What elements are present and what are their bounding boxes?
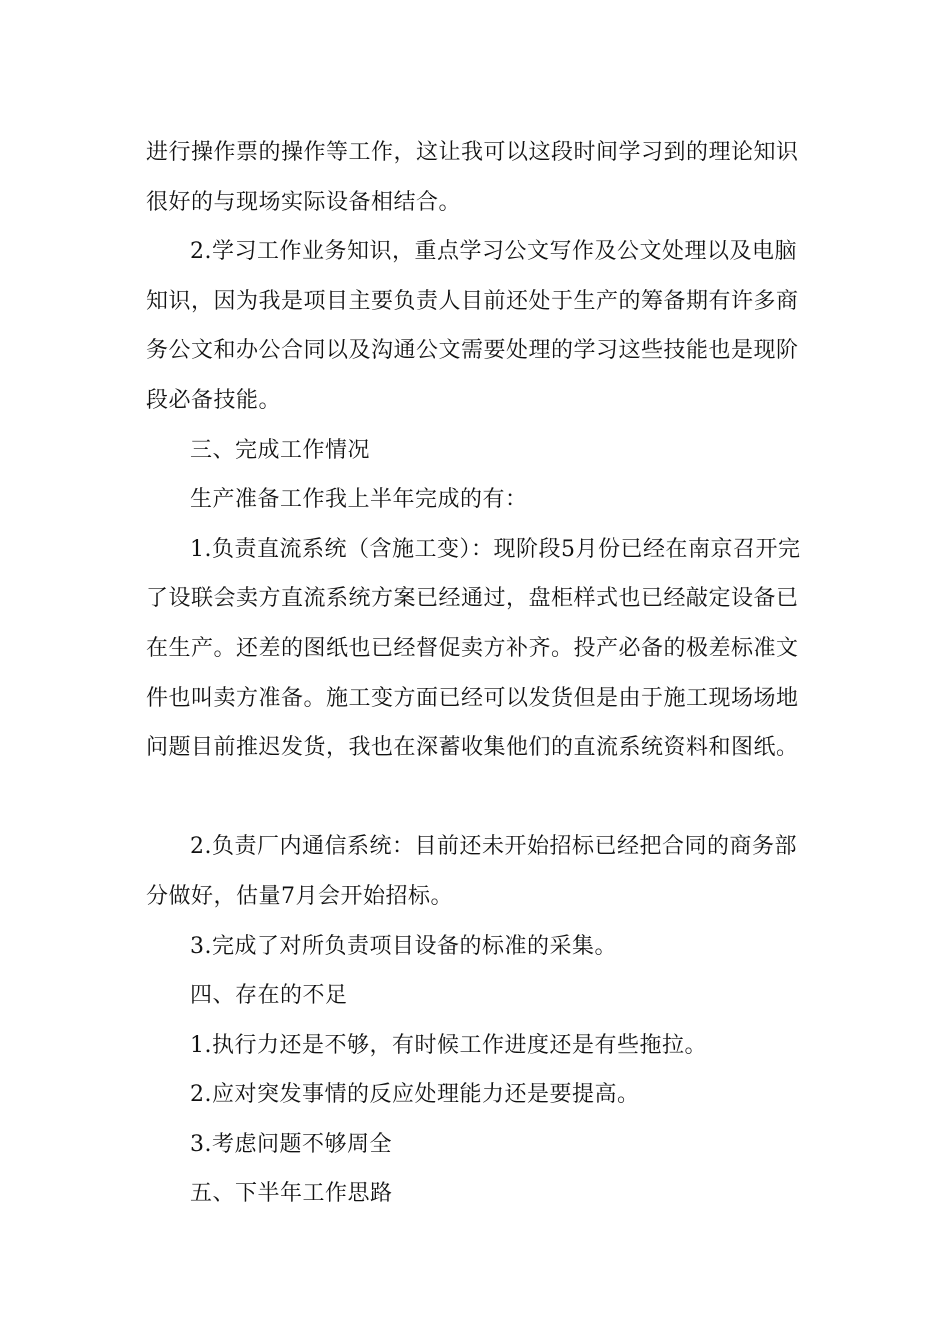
paragraph-continuation: 进行操作票的操作等工作，这让我可以这段时间学习到的理论知识很好的与现场实际设备相结合。 <box>146 140 799 215</box>
section-heading-next-half-plan: 五、下半年工作思路 <box>190 1181 393 1207</box>
paragraph-communication-system: 2.负责厂内通信系统：目前还未开始招标已经把合同的商务部分做好，估量7月会开始招标。 <box>146 834 797 909</box>
document-body <box>146 128 816 1219</box>
paragraph-study-business: 2.学习工作业务知识，重点学习公文写作及公文处理以及电脑知识，因为我是项目主要负责人目前还处于生产的筹备期有许多商务公文和办公合同以及沟通公文需要处理的学习这些技能也是现阶段必备技能。 <box>146 239 799 413</box>
paragraph-shortcoming-2: 2.应对突发事情的反应处理能力还是要提高。 <box>190 1082 640 1108</box>
paragraph-standards-collection: 3.完成了对所负责项目设备的标准的采集。 <box>190 933 617 959</box>
paragraph-shortcoming-3: 3.考虑问题不够周全 <box>190 1131 392 1157</box>
paragraph-shortcoming-1: 1.执行力还是不够，有时候工作进度还是有些拖拉。 <box>190 1032 707 1058</box>
paragraph-production-prep: 生产准备工作我上半年完成的有： <box>190 487 528 513</box>
blank-line <box>146 773 816 823</box>
section-heading-shortcomings: 四、存在的不足 <box>190 983 348 1009</box>
paragraph-dc-system: 1.负责直流系统（含施工变）：现阶段5月份已经在南京召开完了设联会卖方直流系统方案已经通过，盘柜样式也已经敲定设备已在生产。还差的图纸也已经督促卖方补齐。投产必备的极差标准文件也叫卖方准备。施工变方面已经可以发货但是由于施工现场场地问题目前推迟发货，我也在深蓄收集他们的直流系统资料和图纸。 <box>146 536 801 761</box>
section-heading-completed-work: 三、完成工作情况 <box>190 437 371 463</box>
